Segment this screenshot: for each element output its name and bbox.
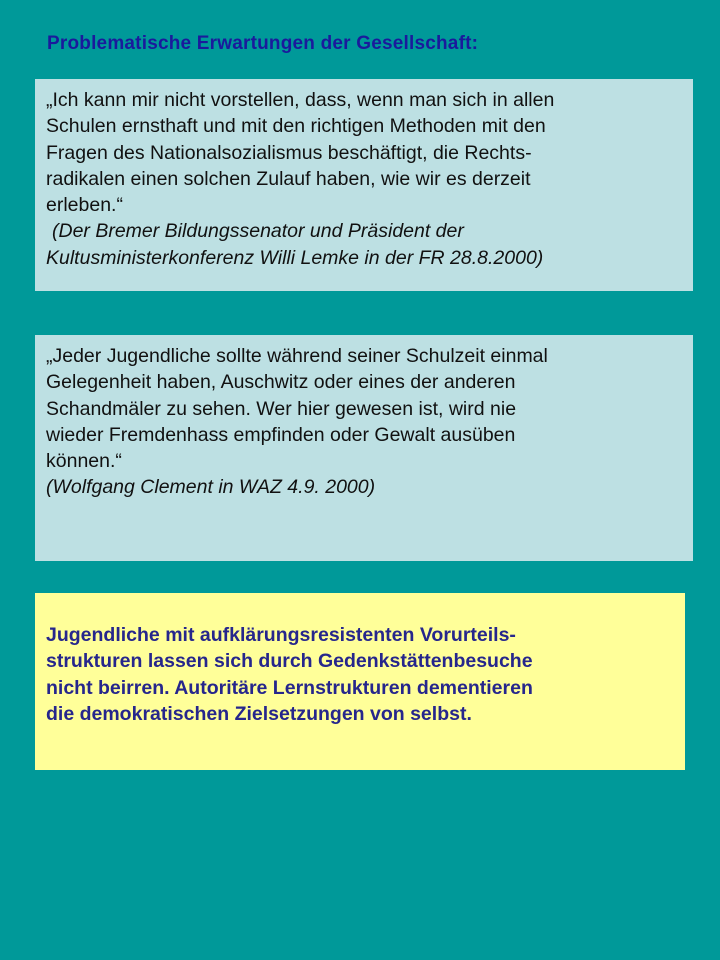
quote-text — [46, 87, 681, 218]
source-line: Kultusministerkonferenz Willi Lemke in der FR 28.8.2000) — [46, 246, 544, 269]
conclusion-line: nicht beirren. Autoritäre Lernstrukturen dementieren — [46, 676, 533, 699]
quote-line: „Ich kann mir nicht vorstellen, dass, wenn man sich in allen — [46, 89, 555, 111]
conclusion-text — [46, 622, 673, 727]
conclusion-line: strukturen lassen sich durch Gedenkstättenbesuche — [46, 650, 533, 673]
conclusion-box — [35, 593, 685, 770]
slide-heading: Problematische Erwartungen der Gesellschaft: — [47, 33, 479, 54]
quote-line: wieder Fremdenhass empfinden oder Gewalt ausüben — [46, 423, 516, 446]
conclusion-line: Jugendliche mit aufklärungsresistenten Vorurteils- — [46, 624, 516, 646]
conclusion-line: die demokratischen Zielsetzungen von selbst. — [46, 702, 472, 725]
quote-text — [46, 343, 681, 474]
quote-line: Schandmäler zu sehen. Wer hier gewesen ist, wird nie — [46, 397, 517, 420]
quote-line: Gelegenheit haben, Auschwitz oder eines der anderen — [46, 371, 516, 394]
quote-line: Schulen ernsthaft und mit den richtigen Methoden mit den — [46, 115, 546, 138]
source-line: (Der Bremer Bildungssenator und Präsident der — [52, 220, 464, 243]
quote-source — [46, 218, 681, 271]
quote-line: erleben.“ — [46, 194, 123, 217]
quote-box-clement — [35, 335, 693, 561]
quote-source — [46, 474, 681, 500]
quote-line: „Jeder Jugendliche sollte während seiner Schulzeit einmal — [46, 345, 548, 367]
quote-box-lemke — [35, 79, 693, 291]
source-line: (Wolfgang Clement in WAZ 4.9. 2000) — [46, 476, 376, 499]
quote-line: können.“ — [46, 450, 122, 473]
quote-line: radikalen einen solchen Zulauf haben, wie wir es derzeit — [46, 167, 531, 190]
quote-line: Fragen des Nationalsozialismus beschäftigt, die Rechts- — [46, 141, 532, 164]
